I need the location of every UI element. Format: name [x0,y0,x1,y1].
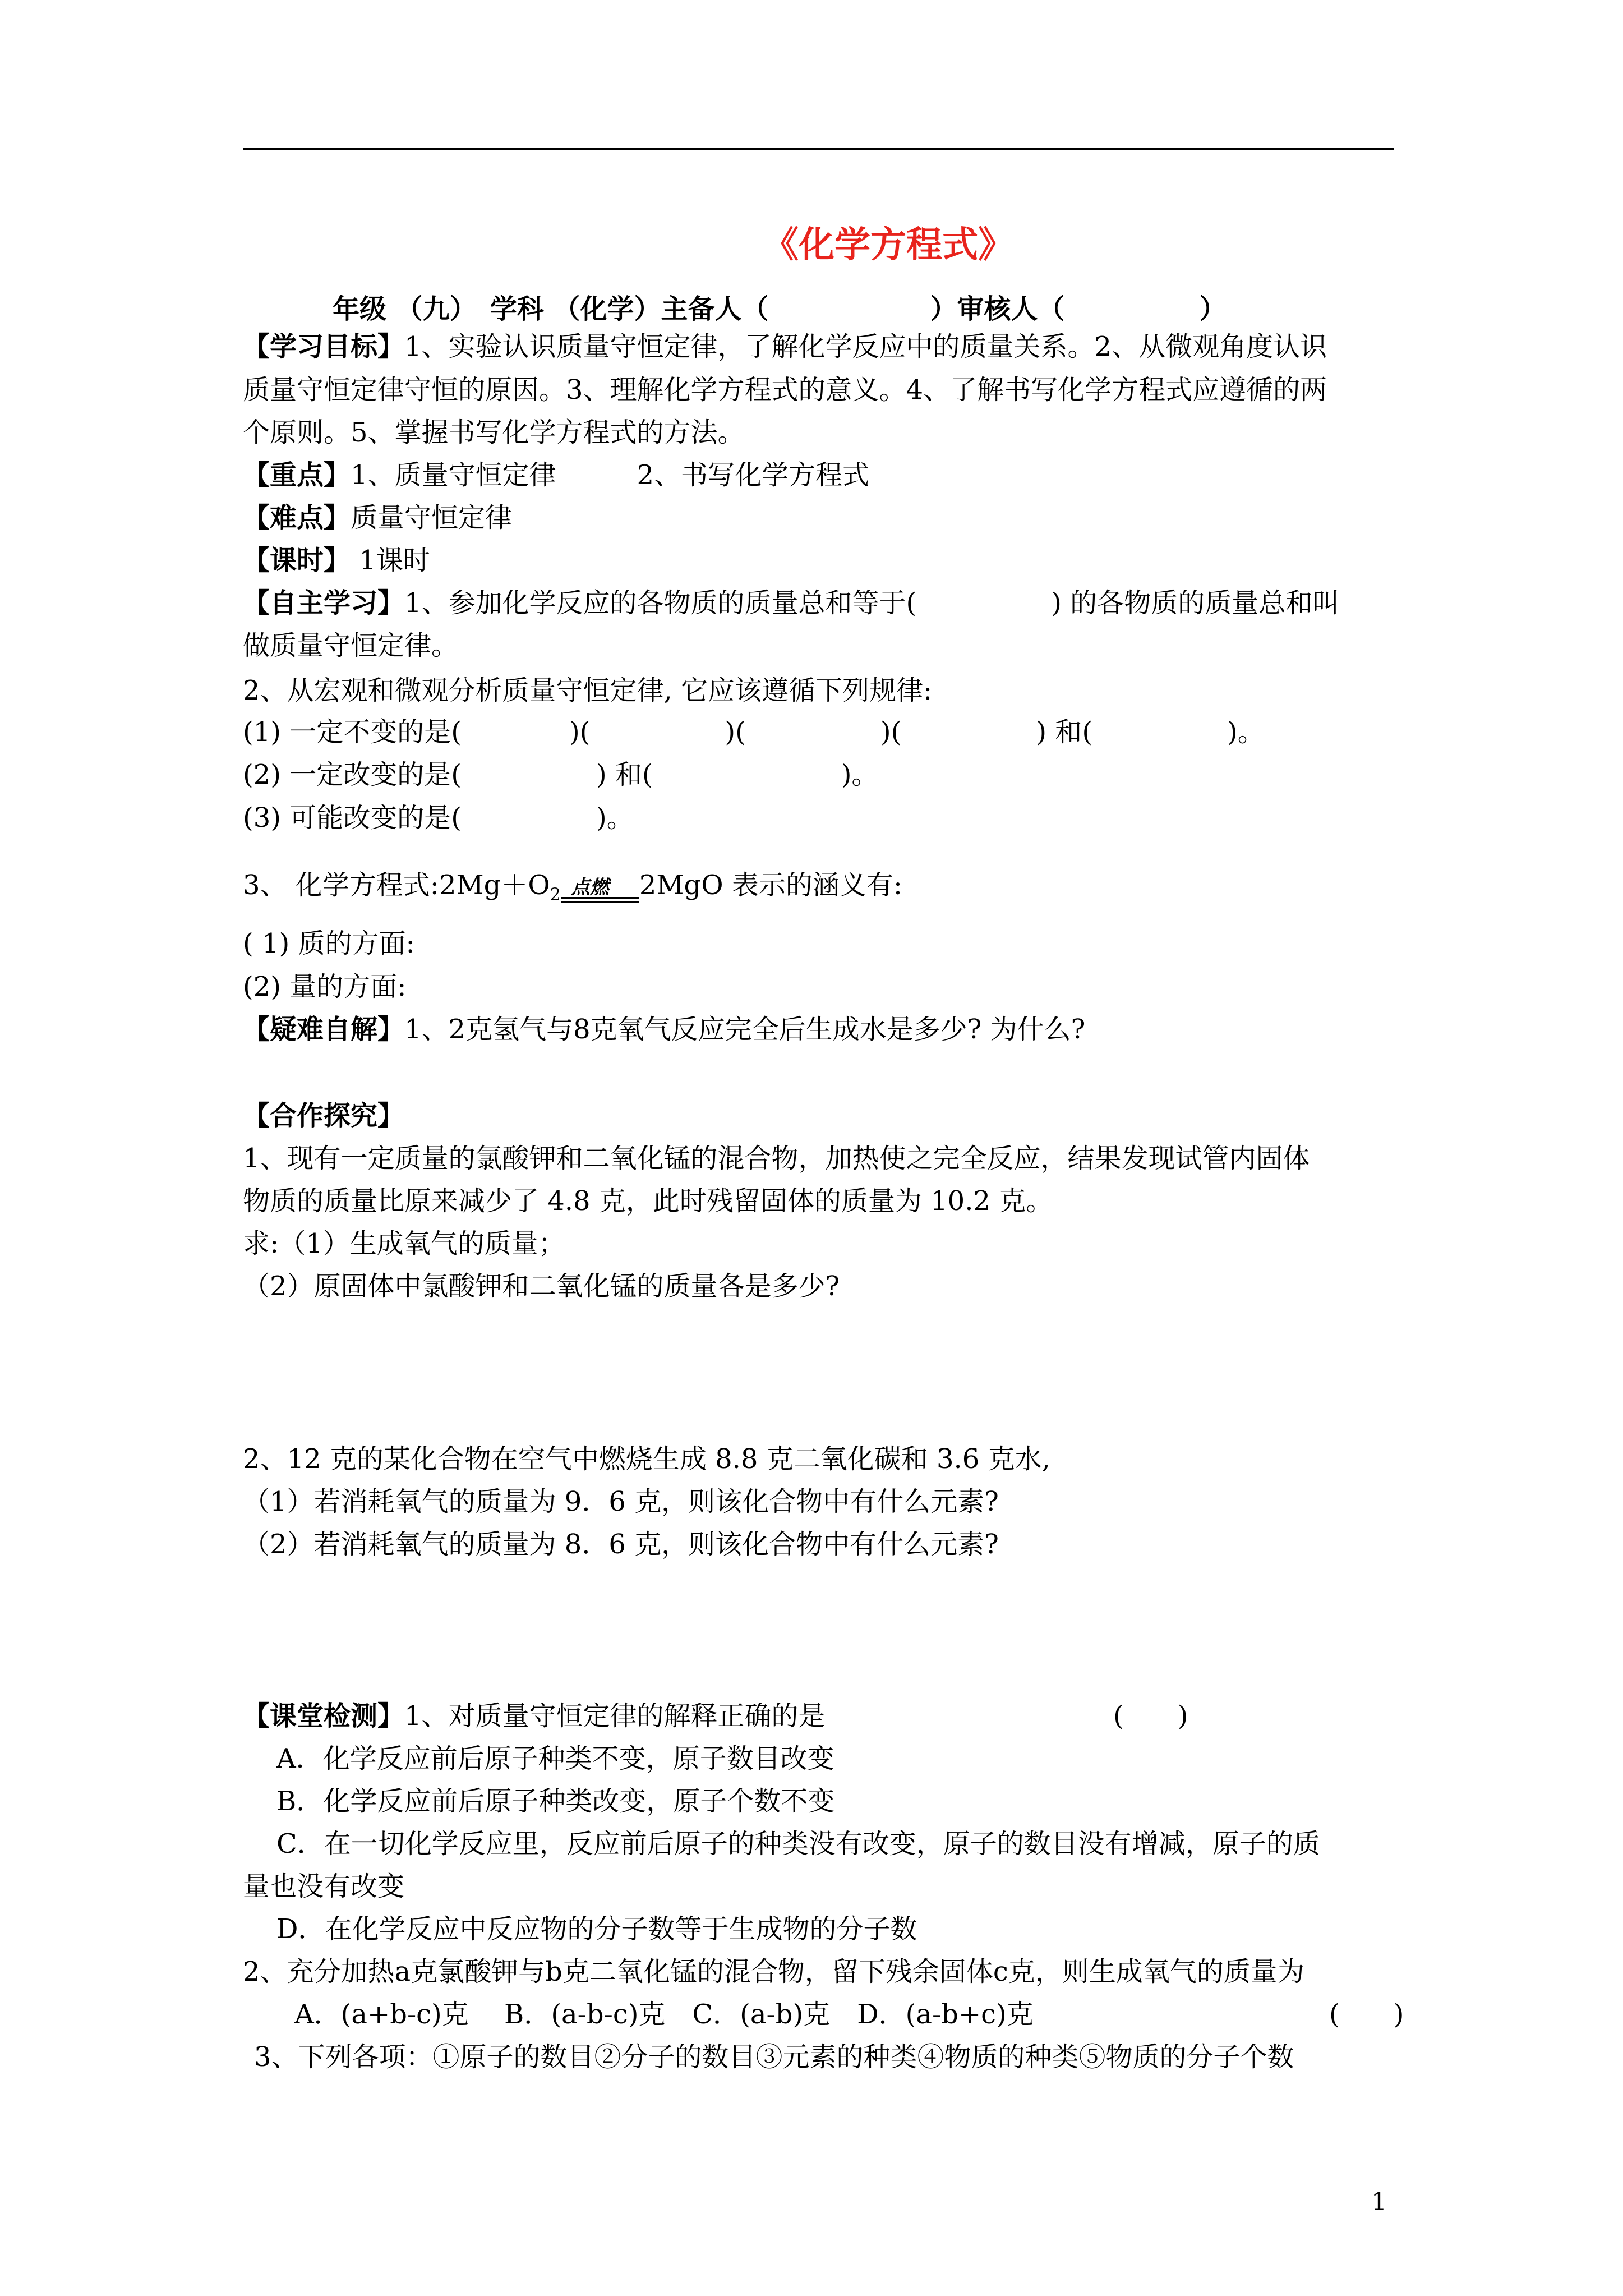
cooperation-p1-line-1: 1、现有一定质量的氯酸钾和二氧化锰的混合物，加热使之完全反应，结果发现试管内固体 [243,1143,1310,1174]
page-number: 1 [1371,2188,1387,2216]
key-points-text: 1、质量守恒定律 2、书写化学方程式 [351,459,870,491]
class-test-q1-option-c-line-1: C．在一切化学反应里，反应前后原子的种类没有改变，原子的数目没有增减，原子的质 [276,1828,1320,1860]
objectives-line-2: 质量守恒定律守恒的原因。3、理解化学方程式的意义。4、了解书写化学方程式应遵循的两 [243,374,1327,406]
header-rule [243,148,1394,150]
self-study-q3-2: (2) 量的方面: [243,971,407,1002]
period [243,544,430,577]
q3-prefix: 3、 化学方程式: [243,869,439,901]
objectives-text-1: 1、实验认识质量守恒定律，了解化学反应中的质量关系。2、从微观角度认识 [404,331,1327,362]
cooperation-p1-ask-1: 求:（1）生成氧气的质量； [243,1228,565,1259]
difficulty-text: 质量守恒定律 [351,502,513,533]
cooperation-p1-line-2: 物质的质量比原来减少了 4.8 克，此时残留固体的质量为 10.2 克。 [243,1185,1053,1217]
objectives-line-3: 个原则。5、掌握书写化学方程式的方法。 [243,417,745,448]
class-test-q1-text: 1、对质量守恒定律的解释正确的是 [404,1700,826,1732]
self-study-q2-3: (3) 可能改变的是( )。 [243,802,634,834]
period-label: 【课时】 [243,545,351,576]
class-test-q2-options: A．(a+b-c)克 B．(a-b-c)克 C．(a-b)克 D．(a-b+c)克 [294,1999,1034,2030]
self-study-q2-2: (2) 一定改变的是( ) 和( )。 [243,759,879,790]
cooperation-label: 【合作探究】 [243,1100,405,1131]
q3-suffix: 表示的涵义有: [723,869,903,901]
class-test-q1-option-c-line-2: 量也没有改变 [243,1871,405,1902]
eq-condition: 点燃 [570,876,609,899]
class-test-label: 【课堂检测】 [243,1700,405,1732]
self-study-q2: 2、从宏观和微观分析质量守恒定律, 它应该遵循下列规律: [243,675,933,706]
key-points [243,458,869,492]
doubts-label: 【疑难自解】 [243,1014,405,1045]
cooperation-p2-ask-1: （1）若消耗氧气的质量为 9．6 克，则该化合物中有什么元素? [243,1486,999,1517]
class-test-q2-bracket: ( ) [1329,1999,1404,2030]
cooperation-p2-ask-2: （2）若消耗氧气的质量为 8．6 克，则该化合物中有什么元素? [243,1529,999,1560]
doubts-text: 1、2克氢气与8克氧气反应完全后生成水是多少? 为什么? [404,1014,1086,1045]
difficulty-label: 【难点】 [243,502,351,533]
subject-field: 学科 （化学） [490,293,661,325]
objectives-label: 【学习目标】 [243,331,405,362]
header-info [333,287,1226,326]
self-study-q1-line-2: 做质量守恒定律。 [243,630,459,661]
eq-right: 2MgO [639,869,723,901]
grade-field: 年级 （九） [333,293,463,325]
self-study-q1-text: 1、参加化学反应的各物质的质量总和等于( ) 的各物质的质量总和叫 [404,587,1340,619]
class-test-q1-bracket: ( ) [1113,1700,1188,1732]
class-test-q2: 2、充分加热a克氯酸钾与b克二氧化锰的混合物，留下残余固体c克，则生成氧气的质量为 [243,1956,1304,1987]
self-study-q3-1: ( 1) 质的方面: [243,928,415,959]
cooperation-p2-line-1: 2、12 克的某化合物在空气中燃烧生成 8.8 克二氧化碳和 3.6 克水, [243,1443,1050,1475]
class-test-q1 [243,1699,826,1733]
self-study-q2-1: (1) 一定不变的是( )( )( )( ) 和( )。 [243,716,1265,748]
preparer-field: 主备人（ ） [661,293,957,325]
cooperation-p1-ask-2: （2）原固体中氯酸钾和二氧化锰的质量各是多少? [243,1271,840,1302]
period-text: 1课时 [351,545,430,576]
self-study-q1-line-1 [243,586,1339,620]
document-title: 《化学方程式》 [763,224,1014,266]
class-test-q1-option-b: B．化学反应前后原子种类改变，原子个数不变 [276,1786,835,1817]
eq-subscript: 2 [550,885,561,905]
key-points-label: 【重点】 [243,459,351,491]
chemical-equation [439,868,723,912]
self-study-q3 [243,868,902,912]
class-test-q3: 3、下列各项：①原子的数目②分子的数目③元素的种类④物质的种类⑤物质的分子个数 [254,2041,1294,2073]
class-test-q1-option-d: D．在化学反应中反应物的分子数等于生成物的分子数 [276,1913,917,1945]
reviewer-field: 审核人（ ） [957,293,1227,325]
class-test-q1-option-a: A．化学反应前后原子种类不变，原子数目改变 [276,1743,834,1774]
eq-left: 2Mg＋O [439,869,550,901]
difficulty [243,501,512,535]
objectives-line-1 [243,330,1327,364]
doubts [243,1013,1085,1046]
self-study-label: 【自主学习】 [243,587,405,619]
reaction-arrow [561,878,639,912]
